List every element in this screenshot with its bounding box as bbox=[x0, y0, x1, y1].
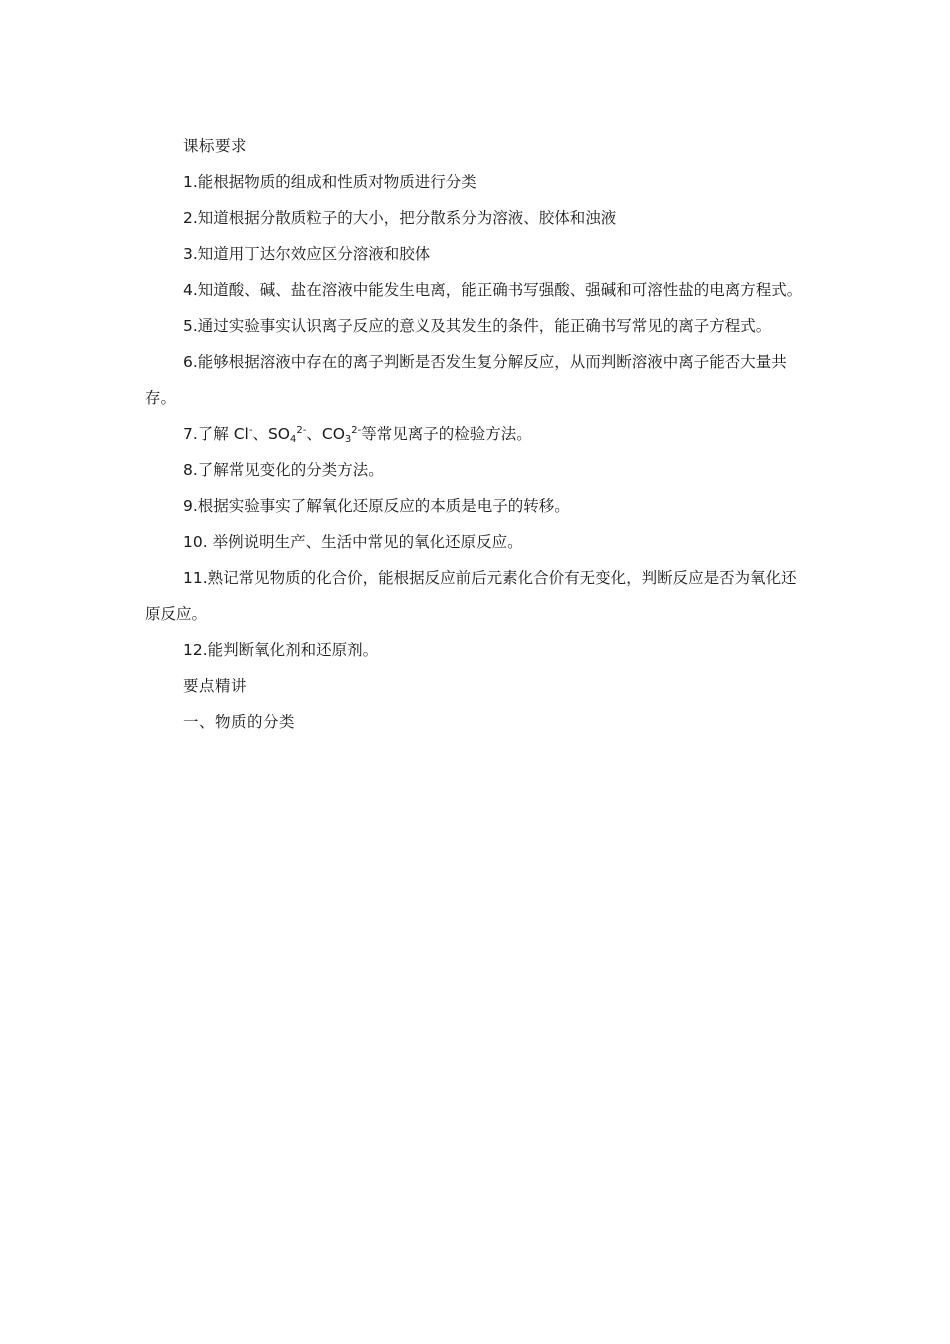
list-item: 12.能判断氧化剂和还原剂。 bbox=[183, 641, 379, 659]
list-item: 1.能根据物质的组成和性质对物质进行分类 bbox=[183, 173, 477, 191]
item7-prefix: 7.了解 Cl bbox=[183, 425, 249, 443]
section-title-classification: 一、物质的分类 bbox=[183, 713, 296, 731]
heading-key-points: 要点精讲 bbox=[183, 677, 248, 695]
list-item: 8.了解常见变化的分类方法。 bbox=[183, 461, 384, 479]
item7-sep1: 、SO bbox=[252, 425, 291, 443]
document-page bbox=[145, 128, 810, 740]
list-item: 9.根据实验事实了解氧化还原反应的本质是电子的转移。 bbox=[183, 497, 570, 515]
so-charge: 2- bbox=[296, 425, 307, 436]
item7-sep2: 、CO bbox=[306, 425, 345, 443]
heading-curriculum-standards: 课标要求 bbox=[183, 137, 248, 155]
list-item: 6.能够根据溶液中存在的离子判断是否发生复分解反应，从而判断溶液中离子能否大量共存。 bbox=[145, 353, 787, 407]
list-item: 5.通过实验事实认识离子反应的意义及其发生的条件，能正确书写常见的离子方程式。 bbox=[183, 317, 772, 335]
list-item: 3.知道用丁达尔效应区分溶液和胶体 bbox=[183, 245, 431, 263]
so-subscript: 4 bbox=[290, 434, 297, 445]
cl-charge: - bbox=[248, 425, 253, 436]
list-item: 11.熟记常见物质的化合价，能根据反应前后元素化合价有无变化，判断反应是否为氧化还原反应。 bbox=[145, 569, 797, 623]
list-item: 10. 举例说明生产、生活中常见的氧化还原反应。 bbox=[183, 533, 523, 551]
list-item: 2.知道根据分散质粒子的大小，把分散系分为溶液、胶体和浊液 bbox=[183, 209, 617, 227]
co-charge: 2- bbox=[351, 425, 362, 436]
list-item: 4.知道酸、碱、盐在溶液中能发生电离，能正确书写强酸、强碱和可溶性盐的电离方程式。 bbox=[183, 281, 803, 299]
item7-suffix: 等常见离子的检验方法。 bbox=[361, 425, 532, 443]
co-subscript: 3 bbox=[344, 434, 352, 445]
list-item-ion-tests bbox=[145, 416, 810, 452]
